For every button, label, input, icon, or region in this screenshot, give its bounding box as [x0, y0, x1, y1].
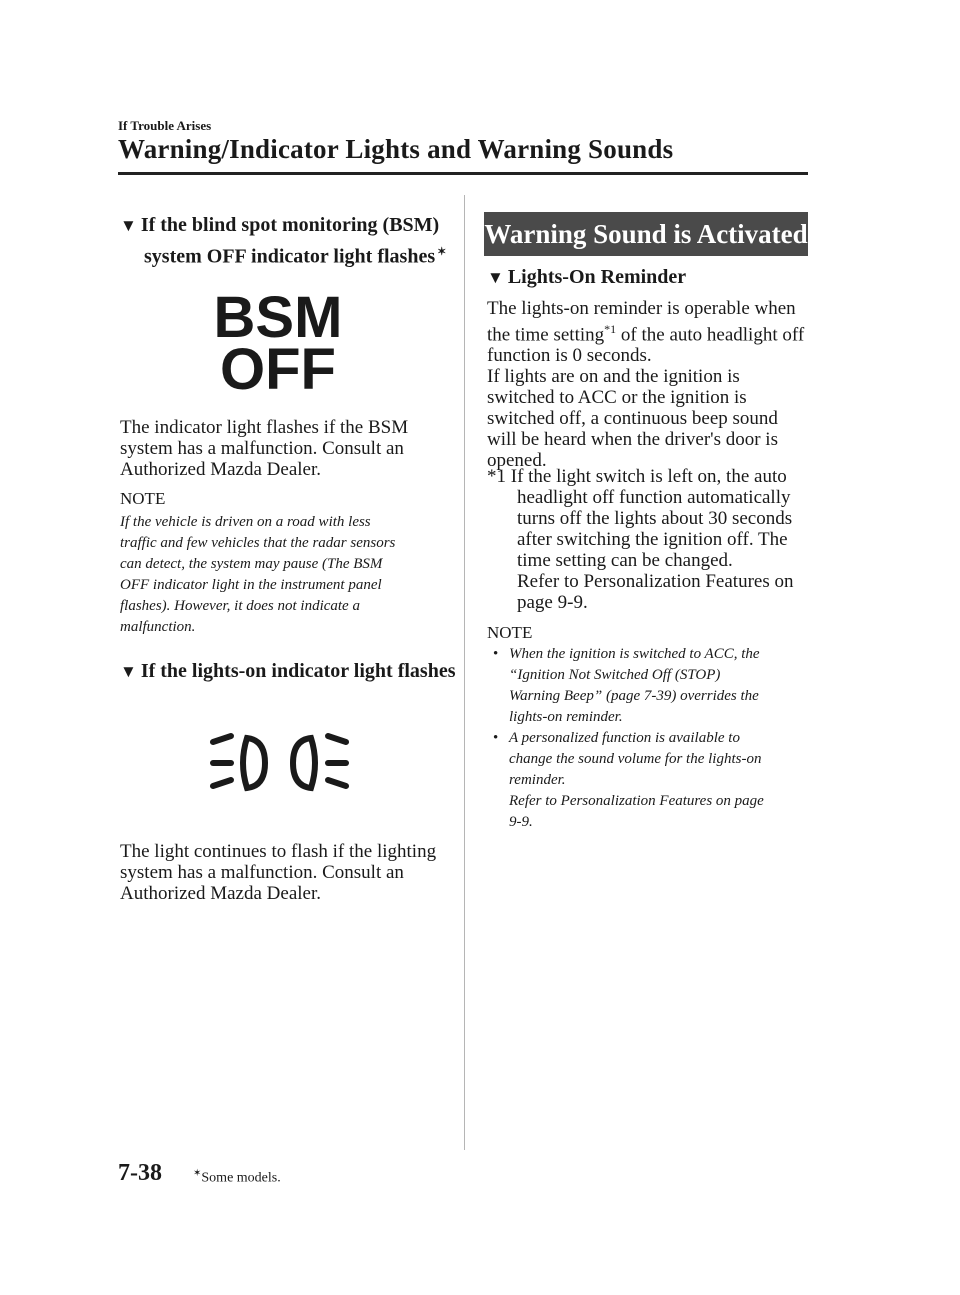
bsm-note-label: NOTE [120, 489, 166, 508]
note-line: • A personalized function is available to [509, 730, 740, 746]
triangle-down-icon: ▼ [487, 268, 504, 287]
reminder-body-line: opened. [487, 450, 547, 472]
footnote-line: after switching the ignition off. The [517, 529, 788, 550]
note-line: “Ignition Not Switched Off (STOP) [509, 667, 721, 683]
reminder-body-line: switched off, a continuous beep sound [487, 408, 778, 430]
bsm-body [120, 417, 460, 480]
lights-heading [120, 658, 460, 685]
lights-body-line: Authorized Mazda Dealer. [120, 883, 321, 904]
reminder-body-line: will be heard when the driver's door is [487, 429, 778, 451]
lights-body [120, 841, 460, 904]
bsm-heading [120, 212, 460, 270]
reminder-body-line: If lights are on and the ignition is [487, 366, 740, 388]
reminder-body-line: The lights-on reminder is operable when [487, 298, 796, 319]
bsm-icon-text: BSM [213, 287, 343, 350]
bsm-note-line: flashes). However, it does not indicate a [120, 598, 360, 614]
column-divider [464, 195, 465, 1150]
some-models-text: Some models. [201, 1170, 281, 1186]
asterisk-icon: ✶ [193, 1168, 202, 1179]
warning-sound-banner: Warning Sound is Activated [484, 212, 808, 256]
note-line: reminder. [509, 772, 566, 788]
triangle-down-icon: ▼ [120, 216, 137, 235]
footnote-line: page 9-9. [517, 592, 588, 613]
note-line: Warning Beep” (page 7-39) overrides the [509, 688, 759, 704]
footnote-line: Refer to Personalization Features on [517, 571, 794, 592]
note-line: lights-on reminder. [509, 709, 623, 725]
page-number: 7-38 [118, 1160, 162, 1186]
note-bullet [487, 728, 812, 833]
note-line: change the sound volume for the lights-on [509, 751, 762, 767]
bsm-note-line: OFF indicator light in the instrument panel [120, 577, 382, 593]
footnote-1 [487, 466, 812, 613]
bsm-heading-line1: If the blind spot monitoring (BSM) [140, 214, 440, 236]
page-title: Warning/Indicator Lights and Warning Sounds [118, 134, 674, 164]
reminder-body [487, 298, 812, 471]
reminder-body-line [487, 319, 812, 345]
bsm-body-line: Authorized Mazda Dealer. [120, 459, 321, 480]
bsm-off-icon [208, 287, 348, 393]
bsm-heading-line2: system OFF indicator light flashes [144, 245, 436, 268]
lights-heading-text: If the lights-on indicator light flashes [140, 660, 456, 682]
note-line: Refer to Personalization Features on page [509, 793, 764, 809]
reminder-note-label: NOTE [487, 623, 533, 642]
asterisk-icon: ✶ [437, 246, 447, 258]
footnote-line: turns off the lights about 30 seconds [517, 508, 793, 529]
lights-on-reminder-heading [487, 264, 807, 291]
bsm-body-line: The indicator light flashes if the BSM [120, 417, 409, 438]
triangle-down-icon: ▼ [120, 662, 137, 681]
bsm-note-line: can detect, the system may pause (The BSM [120, 556, 383, 572]
reminder-text: the time setting [487, 324, 605, 346]
reminder-text: of the auto headlight off [616, 324, 805, 346]
footnote-line: *1 If the light switch is left on, the auto [487, 466, 787, 487]
reminder-body-line: switched to ACC or the ignition is [487, 387, 747, 409]
footnote-line: time setting can be changed. [517, 550, 733, 571]
reminder-body-line: function is 0 seconds. [487, 345, 652, 367]
bsm-note-line: traffic and few vehicles that the radar sensors [120, 535, 396, 551]
section-label: If Trouble Arises [118, 118, 212, 133]
bsm-note-line: malfunction. [120, 619, 196, 635]
reminder-note [487, 644, 812, 833]
lights-on-reminder-heading-text: Lights-On Reminder [507, 266, 687, 288]
header-rule [118, 172, 808, 175]
lights-on-icon [207, 728, 352, 798]
lights-body-line: system has a malfunction. Consult an [120, 862, 404, 883]
bsm-note [120, 512, 460, 638]
footnote-ref: *1 [604, 322, 617, 336]
note-line: 9-9. [509, 814, 533, 830]
bsm-note-line: If the vehicle is driven on a road with less [120, 514, 371, 530]
off-icon-text: OFF [220, 337, 336, 393]
note-line: • When the ignition is switched to ACC, the [509, 646, 760, 662]
lights-body-line: The light continues to flash if the lighting [120, 841, 437, 862]
note-bullet [487, 644, 812, 728]
some-models-footnote [193, 1168, 281, 1187]
bsm-body-line: system has a malfunction. Consult an [120, 438, 404, 459]
footnote-line: headlight off function automatically [517, 487, 791, 508]
